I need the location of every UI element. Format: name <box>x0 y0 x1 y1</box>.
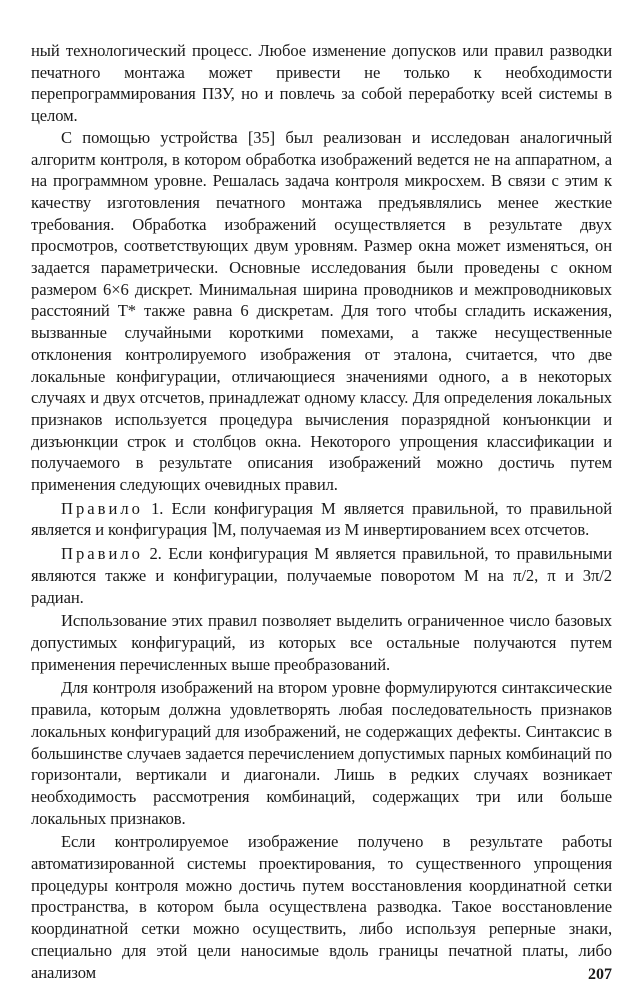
paragraph-algorithm: С помощью устройства [35] был реализован и исследован аналогичный алгоритм контроля, в котором обработка изображений ведется не на аппаратном, а на программном уровне. Решалась задача контроля микросхем. В связи с этим к качеству изготовления печатного монтажа предъявлялись менее жесткие требования. Обработка изображений осуществляется в результате двух просмотров, соответствующих двум уровням. Размер окна может изменяться, он задается параметрически. Основные исследования были проведены с окном размером 6×6 дискрет. Минимальная ширина проводников и межпроводниковых расстояний T* также равна 6 дискретам. Для того чтобы сгладить искажения, вызванные случайными короткими помехами, а также несущественные отклонения контролируемого изображения от эталона, считается, что две локальные конфигурации, отличающиеся значениями одного, а в некоторых случаях и двух отсчетов, принадлежат одному классу. Для определения локальных признаков используется процедура вычисления поразрядной конъюнкции и дизъюнкции строк и столбцов окна. Некоторого упрощения классификации и получаемого в результате описания изображений можно достичь путем применения следующих очевидных правил. <box>31 127 612 495</box>
paragraph-continuation: ный технологический процесс. Любое изменение допусков или правил разводки печатного монтажа может привести не только к необходимости перепрограммирования ПЗУ, но и повлечь за собой переработку всей системы в целом. <box>31 41 612 126</box>
paragraph-syntax: Для контроля изображений на втором уровне формулируются синтаксические правила, которым должна удовлетворять любая последовательность признаков локальных конфигураций для изображений, не содержащих дефекты. Синтаксис в большинстве случаев задается перечислением допустимых парных комбинаций по горизонтали, вертикали и диагонали. Лишь в редких случаях возникает необходимость рассмотрения комбинаций, содержащих три или больше локальных признаков. <box>31 678 612 828</box>
rule-2 <box>31 543 612 608</box>
rule-1-text: 1. Если конфигурация M является правильной, то правильной является и конфигурация ⌉M, получаемая из M инвертированием всех отсчетов. <box>31 498 612 540</box>
rule-2-label: Правило <box>61 544 143 564</box>
page-number: 207 <box>588 966 612 983</box>
rule-1 <box>31 498 612 541</box>
rule-1-label: Правило <box>61 498 143 518</box>
paragraph-grid-restoration: Если контролируемое изображение получено в результате работы автоматизированной системы проектирования, то существенного упрощения процедуры контроля можно достичь путем восстановления координатной сетки пространства, в котором была осуществлена разводка. Такое восстановление координатной сетки можно осуществить, либо используя реперные знаки, специально для этой цели наносимые вдоль границы печатной платы, либо анализом <box>31 832 612 982</box>
paragraph-rules-usage: Использование этих правил позволяет выделить ограниченное число базовых допустимых конфигураций, из которых все остальные получаются путем применения перечисленных выше преобразований. <box>31 611 612 674</box>
rule-2-text: 2. Если конфигурация M является правильной, то правильными являются также и конфигурации, получаемые поворотом M на π/2, π и 3π/2 радиан. <box>31 544 612 607</box>
